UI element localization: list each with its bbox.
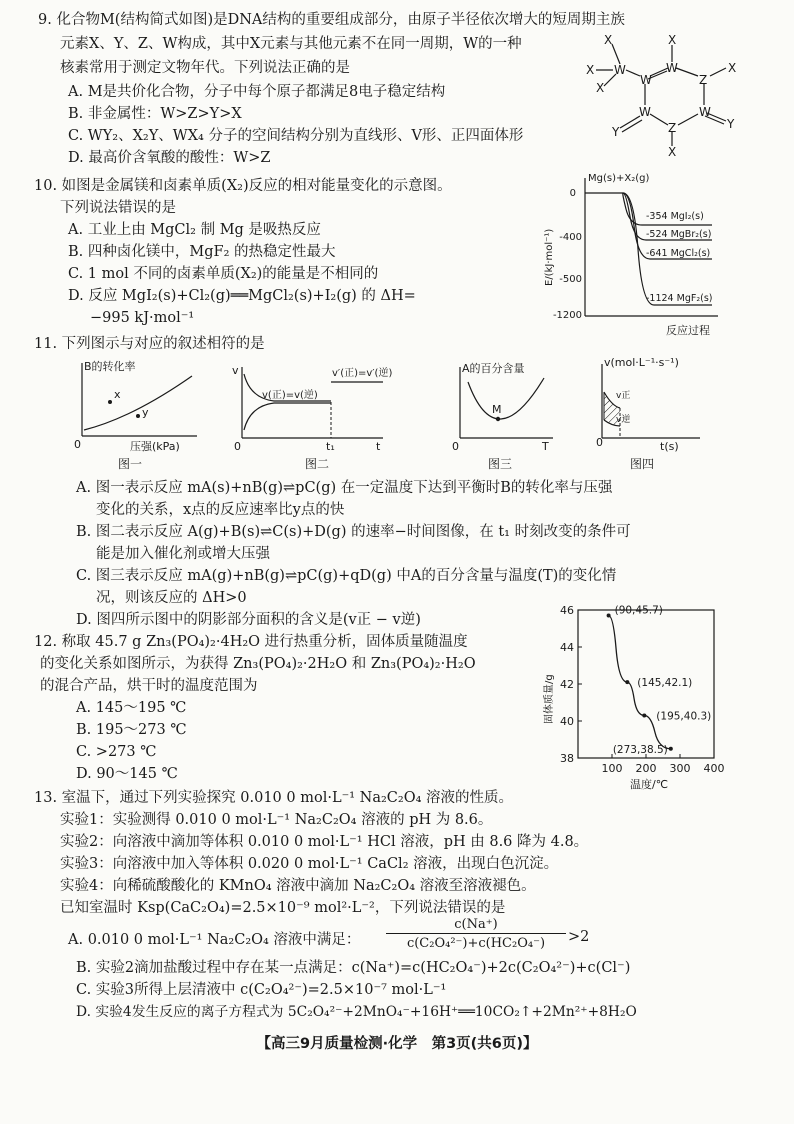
q9-line-2: 元素X、Y、Z、W构成，其中X元素与其他元素不在同一周期，W的一种 [60,36,522,52]
tga-point-label: (273,38.5) [612,743,668,756]
atom-label: Z [668,121,677,135]
fig4-xlabel: t(s) [660,440,679,453]
q12-line-3: 的混合产品，烘干时的温度范围为 [40,678,258,694]
fig2-caption: 图二 [305,457,330,471]
energy-tick: 0 [569,188,576,199]
atom-label: X [586,63,595,77]
tga-y-tick-label: 42 [560,678,574,691]
tga-x-tick-label: 100 [601,762,623,775]
page-footer: 【高三9月质量检测·化学 第3页(共6页)】 [256,1036,538,1052]
q10-option-d-cont: −995 kJ·mol⁻¹ [90,310,195,326]
energy-level-label: -641 MgCl₂(s) [646,248,711,259]
energy-ylabel: E/(kJ·mol⁻¹) [544,228,555,286]
energy-title: Mg(s)+X₂(g) [588,173,650,184]
fig4-v-fwd: v正 [616,391,631,401]
atom-label: W [699,105,711,119]
q9-option-d: D. 最高价含氧酸的酸性：W>Z [68,150,271,166]
q10-option-d: D. 反应 MgI₂(s)+Cl₂(g)══MgCl₂(s)+I₂(g) 的 ΔH= [68,288,416,304]
q13-line-1: 13. 室温下，通过下列实验探究 0.010 0 mol·L⁻¹ Na₂C₂O₄ 溶液的性质。 [34,790,514,806]
fig1-xlabel: 压强(kPa) [130,440,180,453]
q10-line-2: 下列说法错误的是 [60,200,176,216]
figure-2 [228,362,393,452]
energy-level-label: -524 MgBr₂(s) [646,229,712,240]
q9-line-3: 核素常用于测定文物年代。下列说法正确的是 [60,60,350,76]
tga-x-tick-label: 400 [703,762,725,775]
fig2-ylabel: v [232,364,239,377]
q9-option-a: A. M是共价化合物，分子中每个原子都满足8电子稳定结构 [68,84,446,100]
q13-exp-3: 实验3：向溶液中加入等体积 0.020 0 mol·L⁻¹ CaCl₂ 溶液，出现白色沉淀。 [60,856,559,872]
fig3-point: M [492,403,502,416]
energy-tick: -400 [559,232,582,243]
figure-1 [72,358,202,453]
atom-label: X [596,81,605,95]
energy-diagram [540,168,730,338]
q13-frac-rhs: >2 [568,929,590,945]
tga-x-tick-label: 200 [635,762,657,775]
tga-y-tick-label: 46 [560,604,574,617]
q11-option-a: A. 图一表示反应 mA(s)+nB(g)⇌pC(g) 在一定温度下达到平衡时B的转化率与压强 [76,480,613,496]
fig3-caption: 图三 [488,457,513,471]
structure-diagram-m [580,30,780,165]
q12-option-d: D. 90～145 ℃ [76,766,178,782]
q13-option-c: C. 实验3所得上层清液中 c(C₂O₄²⁻)=2.5×10⁻⁷ mol·L⁻¹ [76,982,447,998]
atom-label: X [668,145,677,159]
q13-exp-4: 实验4：向稀硫酸酸化的 KMnO₄ 溶液中滴加 Na₂C₂O₄ 溶液至溶液褪色。 [60,878,536,894]
q9-line-1: 9. 化合物M(结构简式如图)是DNA结构的重要组成部分，由原子半径依次增大的短周期主族 [38,12,625,28]
fig3-origin: 0 [452,440,459,453]
q11-option-a-cont: 变化的关系，x点的反应速率比y点的快 [96,502,345,518]
fig2-label-1: v(正)=v(逆) [262,390,318,401]
fig2-t1: t₁ [326,440,335,453]
energy-xlabel: 反应过程 [666,324,710,337]
fig2-label-2: v′(正)=v′(逆) [332,368,393,379]
tga-y-tick-label: 38 [560,752,574,765]
tga-x-tick-label: 300 [669,762,691,775]
tga-xlabel: 温度/℃ [630,778,669,791]
q10-option-c: C. 1 mol 不同的卤素单质(X₂)的能量是不相同的 [68,266,379,282]
atom-label: W [666,61,678,75]
q10-option-a: A. 工业上由 MgCl₂ 制 Mg 是吸热反应 [68,222,321,238]
tga-point [607,614,611,618]
q11-title: 11. 下列图示与对应的叙述相符的是 [34,336,265,352]
fig2-t: t [376,440,381,453]
point-x [108,400,112,404]
q10-option-b: B. 四种卤化镁中，MgF₂ 的热稳定性最大 [68,244,336,260]
atom-label: Y [727,117,735,131]
q13-given: 已知室温时 Ksp(CaC₂O₄)=2.5×10⁻⁹ mol²·L⁻²，下列说法错误的是 [60,900,506,916]
svg-text:X: X [728,61,737,75]
q12-option-c: C. >273 ℃ [76,744,157,760]
tga-y-tick-label: 44 [560,641,574,654]
q12-line-1: 12. 称取 45.7 g Zn₃(PO₄)₂·4H₂O 进行热重分析，固体质量随温度 [34,634,468,650]
q13-option-d: D. 实验4发生反应的离子方程式为 5C₂O₄²⁻+2MnO₄⁻+16H⁺══10CO₂↑+2Mn²⁺+8H₂O [76,1004,637,1020]
tga-point [669,747,673,751]
q12-option-b: B. 195～273 ℃ [76,722,187,738]
q11-option-c-cont: 况，则该反应的 ΔH>0 [96,590,247,606]
tga-chart [540,606,740,792]
fig1-caption: 图一 [118,457,143,471]
q9-option-c: C. WY₂、X₂Y、WX₄ 分子的空间结构分别为直线形、V形、正四面体形 [68,128,524,144]
point-m [496,417,500,421]
tga-y-tick-label: 40 [560,715,574,728]
atom-label: W [640,73,652,87]
fig4-v-rev: v逆 [616,415,631,425]
fig1-y-label: y [142,406,149,419]
tga-point-label: (195,40.3) [656,710,712,723]
fig4-ylabel: v(mol·L⁻¹·s⁻¹) [604,356,679,369]
q11-option-c: C. 图三表示反应 mA(g)+nB(g)⇌pC(g)+qD(g) 中A的百分含量与温度(T)的变化情 [76,568,617,584]
q13-option-b: B. 实验2滴加盐酸过程中存在某一点满足：c(Na⁺)=c(HC₂O₄⁻)+2c(C₂O₄²⁻)+c(Cl⁻) [76,960,631,976]
energy-level-label: -1124 MgF₂(s) [646,293,713,304]
atom-label: W [614,63,626,77]
tga-point-label: (145,42.1) [637,677,693,690]
q13-option-a: A. 0.010 0 mol·L⁻¹ Na₂C₂O₄ 溶液中满足： [68,932,361,948]
energy-tick: -500 [559,274,582,285]
q13-frac-num: c(Na⁺) [386,917,566,934]
fig1-origin: 0 [74,438,81,451]
atom-label: Y [612,125,620,139]
point-y [136,414,140,418]
fig3-ylabel: A的百分含量 [462,362,525,375]
figure-4 [590,356,710,452]
atom-label: X [668,33,677,47]
q13-exp-1: 实验1：实验测得 0.010 0 mol·L⁻¹ Na₂C₂O₄ 溶液的 pH 为 8.6。 [60,812,493,828]
energy-tick: -1200 [552,310,582,321]
tga-point [625,680,629,684]
fig1-x-label: x [114,388,121,401]
fig4-caption: 图四 [630,457,655,471]
q11-option-b: B. 图二表示反应 A(g)+B(s)⇌C(s)+D(g) 的速率−时间图像，在 t₁ 时刻改变的条件可 [76,524,631,540]
fig4-origin: 0 [596,436,603,449]
tga-ylabel: 固体质量/g [544,674,555,724]
fig2-origin: 0 [234,440,241,453]
figure-3 [448,362,558,452]
q12-line-2: 的变化关系如图所示，为获得 Zn₃(PO₄)₂·2H₂O 和 Zn₃(PO₄)₂·H₂O [40,656,476,672]
q11-option-d: D. 图四所示图中的阴影部分面积的含义是(v正 − v逆) [76,612,421,628]
q13-exp-2: 实验2：向溶液中滴加等体积 0.010 0 mol·L⁻¹ HCl 溶液，pH 由 8.6 降为 4.8。 [60,834,589,850]
fig3-xlabel: T [542,440,549,453]
atom-label: W [639,105,651,119]
fig1-ylabel: B的转化率 [84,360,136,373]
atom-label: X [604,33,613,47]
q10-line-1: 10. 如图是金属镁和卤素单质(X₂)反应的相对能量变化的示意图。 [34,178,452,194]
q9-option-b: B. 非金属性：W>Z>Y>X [68,106,242,122]
energy-level-label: -354 MgI₂(s) [646,211,704,222]
q12-option-a: A. 145～195 ℃ [76,700,187,716]
q11-option-b-cont: 能是加入催化剂或增大压强 [96,546,270,562]
tga-point [642,713,646,717]
q13-frac-den: c(C₂O₄²⁻)+c(HC₂O₄⁻) [406,936,546,951]
atom-label: Z [699,73,708,87]
tga-point-label: (90,45.7) [614,604,663,617]
